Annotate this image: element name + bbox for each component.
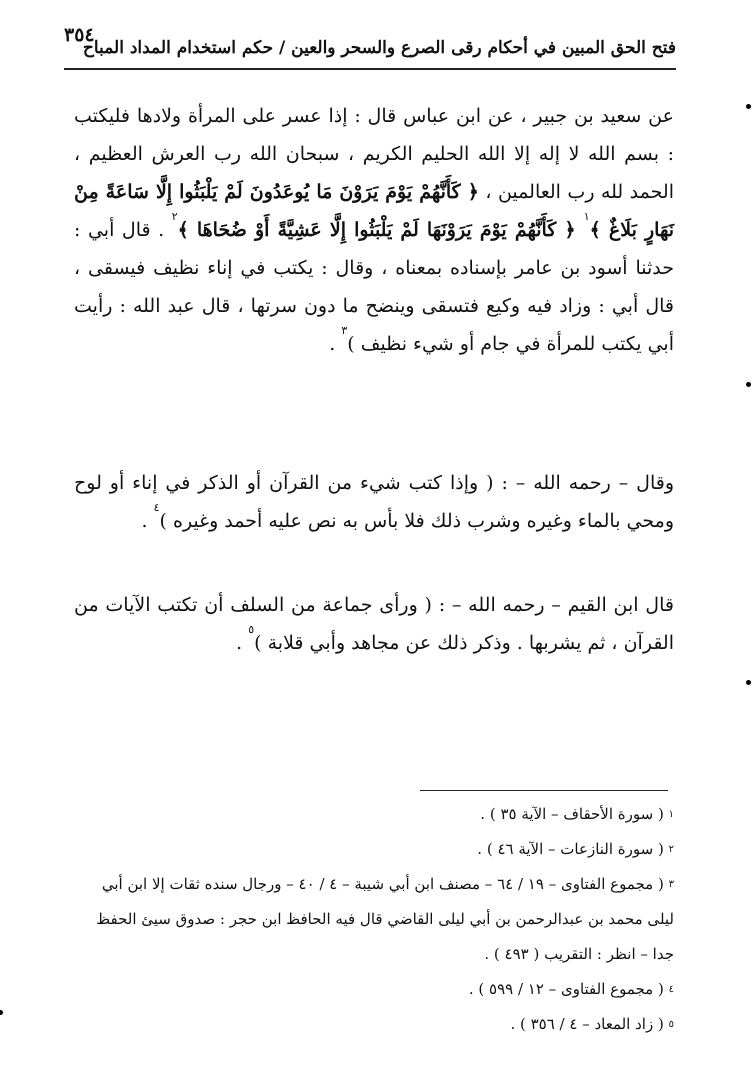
footnote-number: ٥: [668, 1019, 674, 1030]
paragraph-3: [74, 586, 674, 662]
header-divider: [64, 68, 676, 70]
footnote-number: ٣: [668, 879, 674, 890]
footnote-ref: ٥: [248, 623, 255, 636]
footnote-ref: ٢: [171, 210, 178, 223]
footnote-ref: ٤: [153, 501, 160, 514]
page-header: [64, 24, 676, 66]
margin-dot: [746, 382, 751, 387]
sentence-end: .: [141, 510, 154, 532]
footnote-ref: ٣: [341, 324, 348, 337]
paragraph-text: وقال – رحمه الله – : ( وإذا كتب شيء من القرآن أو الذكر في إناء أو لوح ومحي بالماء وغيره وشرب ذلك فلا بأس به نص عليه أحمد وغيره ): [74, 472, 674, 532]
paragraph-1: [74, 97, 674, 363]
paragraph-text: قال ابن القيم – رحمه الله – : ( ورأى جماعة من السلف أن تكتب الآيات من القرآن ، ثم يشربها . وذكر ذلك عن مجاهد وأبي قلابة ): [74, 594, 674, 654]
footnote-ref: ١: [583, 210, 590, 223]
footnote-divider: [420, 790, 668, 791]
footnote-5: [74, 1007, 674, 1042]
footnote-number: ٤: [668, 984, 674, 995]
footnote-4: [74, 972, 674, 1007]
footnote-text: ( سورة الأحقاف – الآية ٣٥ ) .: [480, 805, 664, 823]
footnote-number: ٢: [668, 844, 674, 855]
quran-verse: ﴿ كَأَنَّهُمْ يَوْمَ يَرَوْنَهَا لَمْ يَلْبَثُوا إِلَّا عَشِيَّةً أَوْ ضُحَاهَا ﴾: [177, 219, 584, 241]
running-title: فتح الحق المبين في أحكام رقى الصرع والسحر والعين / حكم استخدام المداد المباح: [82, 38, 676, 58]
page-number: ٣٥٤: [64, 24, 95, 46]
paragraph-text: . قال أبي : حدثنا أسود بن عامر بإسناده بمعناه ، وقال : يكتب في إناء نظيف فيسقى ، قال أبي : وزاد فيه وكيع فتسقى وينضح ما دون سرتها ، قال عبد الله : رأيت أبي يكتب للمرأة في جام أو شيء نظيف ): [74, 219, 674, 355]
margin-dot: [746, 104, 751, 109]
sentence-end: .: [236, 632, 249, 654]
footnote-text: ( مجموع الفتاوى – ١٩ / ٦٤ – مصنف ابن أبي شيبة – ٤ / ٤٠ – ورجال سنده ثقات إلا ابن أبي ليلى محمد بن عبدالرحمن بن أبي ليلى القاضي قال فيه الحافظ ابن حجر : صدوق سيئ الحفظ جدا – انظر : التقريب ( ٤٩٣ ) .: [96, 875, 674, 963]
footnote-3: [74, 867, 674, 972]
footnotes: [74, 797, 674, 1042]
quran-verse: ﴿ كَأَنَّهُمْ يَوْمَ يَرَوْنَ مَا يُوعَدُونَ لَمْ يَلْبَثُوا إِلَّا سَاعَةً مِنْ نَهَارٍ بَلَاغٌ ﴾: [74, 181, 674, 241]
footnote-text: ( سورة النازعات – الآية ٤٦ ) .: [477, 840, 664, 858]
paragraph-text: عن سعيد بن جبير ، عن ابن عباس قال : إذا عسر على المرأة ولادها فليكتب : بسم الله لا إله إلا الله الحليم الكريم ، سبحان الله رب العرش العظيم ، الحمد لله رب العالمين ،: [74, 105, 674, 203]
margin-dot: [746, 680, 751, 685]
footnote-number: ١: [668, 809, 674, 820]
sentence-end: .: [329, 333, 342, 355]
footnote-text: ( مجموع الفتاوى – ١٢ / ٥٩٩ ) .: [468, 980, 664, 998]
margin-dot: [0, 1010, 3, 1015]
paragraph-2: [74, 464, 674, 540]
footnote-1: [74, 797, 674, 832]
footnote-2: [74, 832, 674, 867]
footnote-text: ( زاد المعاد – ٤ / ٣٥٦ ) .: [510, 1015, 664, 1033]
